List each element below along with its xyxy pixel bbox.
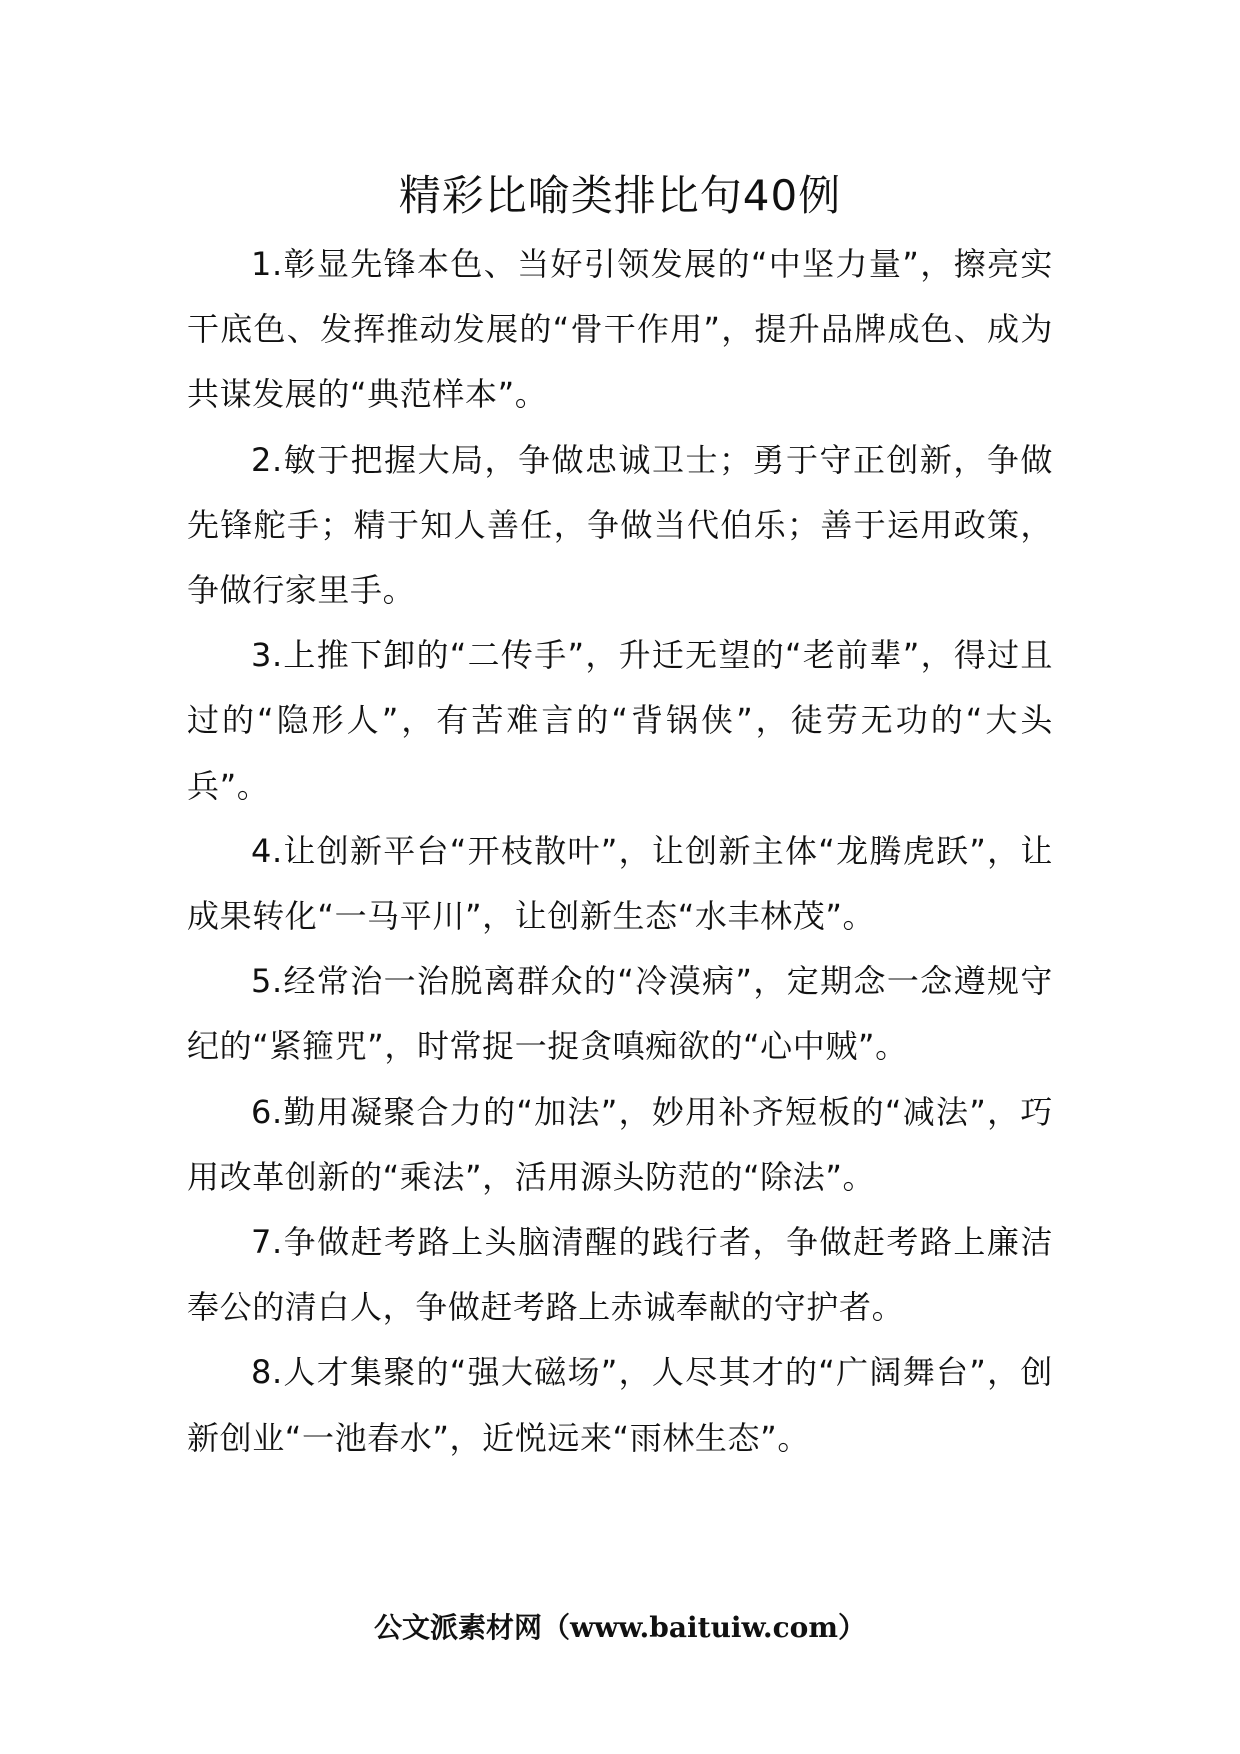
footer-source: 公文派素材网（www.baituiw.com） [374, 1611, 866, 1644]
paragraph-2: 2.敏于把握大局，争做忠诚卫士；勇于守正创新，争做先锋舵手；精于知人善任，争做当代伯乐；善于运用政策，争做行家里手。 [187, 440, 1053, 610]
paragraph-1: 1.彰显先锋本色、当好引领发展的“中坚力量”，擦亮实干底色、发挥推动发展的“骨干作用”，提升品牌成色、成为共谋发展的“典范样本”。 [187, 245, 1053, 414]
paragraph-6: 6.勤用凝聚合力的“加法”，妙用补齐短板的“减法”，巧用改革创新的“乘法”，活用源头防范的“除法”。 [187, 1092, 1053, 1196]
paragraph-3: 3.上推下卸的“二传手”，升迁无望的“老前辈”，得过且过的“隐形人”，有苦难言的“背锅侠”，徒劳无功的“大头兵”。 [187, 636, 1053, 805]
paragraph-7: 7.争做赶考路上头脑清醒的践行者，争做赶考路上廉洁奉公的清白人，争做赶考路上赤诚奉献的守护者。 [187, 1223, 1053, 1327]
paragraph-8: 8.人才集聚的“强大磁场”，人尽其才的“广阔舞台”，创新创业“一池春水”，近悦远来“雨林生态”。 [187, 1353, 1053, 1457]
paragraph-5: 5.经常治一治脱离群众的“冷漠病”，定期念一念遵规守纪的“紧箍咒”，时常捉一捉贪嗔痴欲的“心中贼”。 [187, 962, 1053, 1066]
paragraph-4: 4.让创新平台“开枝散叶”，让创新主体“龙腾虎跃”，让成果转化“一马平川”，让创新生态“水丰林茂”。 [187, 831, 1053, 936]
document-body [187, 232, 1053, 1471]
page-title: 精彩比喻类排比句40例 [398, 171, 842, 220]
